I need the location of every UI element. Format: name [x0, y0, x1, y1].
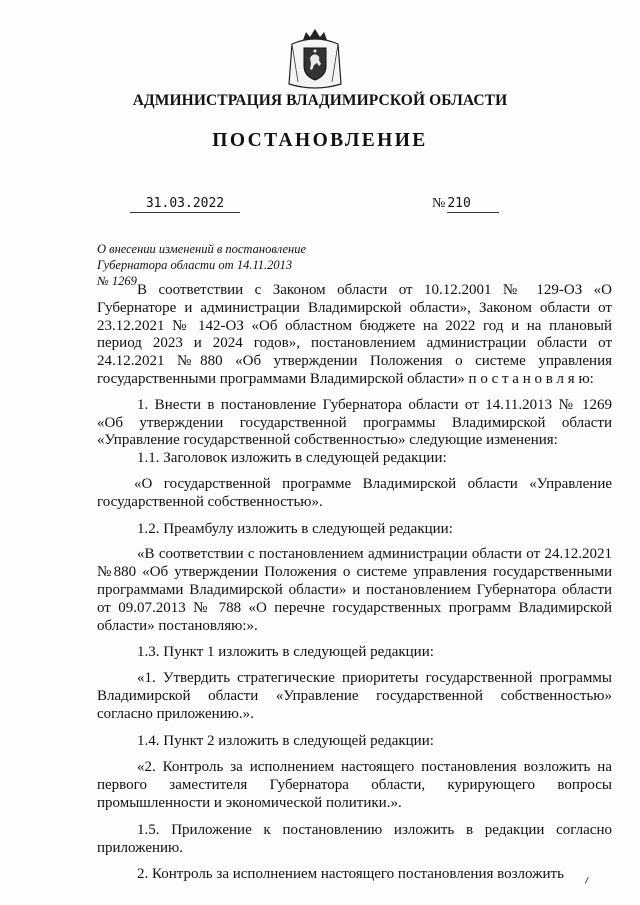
document-date: 31.03.2022 — [130, 196, 240, 213]
number-value: 210 — [447, 196, 499, 213]
item-1-4-text: «2. Контроль за исполнением настоящего постановления возложить на первого заместителя Губернатора области, курирующего вопросы промышленности и экономической политики.». — [97, 759, 612, 811]
item-1-5: 1.5. Приложение к постановлению изложить в редакции согласно приложению. — [97, 821, 612, 856]
subject-line: Губернатора области от 14.11.2013 — [97, 258, 293, 272]
item-1-3-text: «1. Утвердить стратегические приоритеты государственной программы Владимирской области «Управление государственной собственностью» согласно приложению.». — [97, 670, 612, 722]
item-1-2-text: «В соответствии с постановлением администрации области от 24.12.2021 №880 «Об утверждении Положения о системе управления государственными программами Владимирской области» и постановлением Губернатора области от 09.07.2013 № 788 «О перечне государственных программ Владимирской области» постановляю:». — [97, 546, 612, 634]
item-2: 2. Контроль за исполнением настоящего постановления возложить — [137, 866, 564, 883]
subject-line: О внесении изменений в постановление — [97, 242, 307, 256]
document-body — [97, 282, 612, 884]
coat-of-arms-emblem — [286, 26, 344, 90]
item-1-1-text: «О государственной программе Владимирской области «Управление государственной собственностью». — [97, 475, 612, 510]
document-type-title: ПОСТАНОВЛЕНИЕ — [212, 130, 428, 151]
organization-title: АДМИНИСТРАЦИЯ ВЛАДИМИРСКОЙ ОБЛАСТИ — [132, 92, 508, 109]
subject-line: № 1269 — [97, 274, 137, 288]
item-1-3: 1.3. Пункт 1 изложить в следующей редакции: — [137, 644, 434, 661]
item-1-1: 1.1. Заголовок изложить в следующей редакции: — [137, 450, 447, 467]
scan-mark — [585, 877, 594, 886]
item-1-4: 1.4. Пункт 2 изложить в следующей редакции: — [137, 732, 434, 749]
number-sign: № — [432, 196, 446, 211]
intro-paragraph: В соответствии с Законом области от 10.12.2001 № 129-ОЗ «О Губернаторе и администрации Владимирской области», Законом области от 23.12.2021 № 142-ОЗ «Об областном бюджете на 2022 год и на плановый период 2023 и 2024 годов», постановлением администрации области от 24.12.2021 №880 «Об утверждении Положения о системе управления государственными программами Владимирской области» п о с т а н о в л я ю: — [97, 282, 612, 387]
item-1: 1. Внести в постановление Губернатора области от 14.11.2013 № 1269 «Об утверждении государственной программы Владимирской области «Управление государственной собственностью» следующие изменения: — [97, 396, 612, 449]
document-number — [432, 196, 499, 213]
item-1-2: 1.2. Преамбулу изложить в следующей редакции: — [137, 520, 453, 537]
